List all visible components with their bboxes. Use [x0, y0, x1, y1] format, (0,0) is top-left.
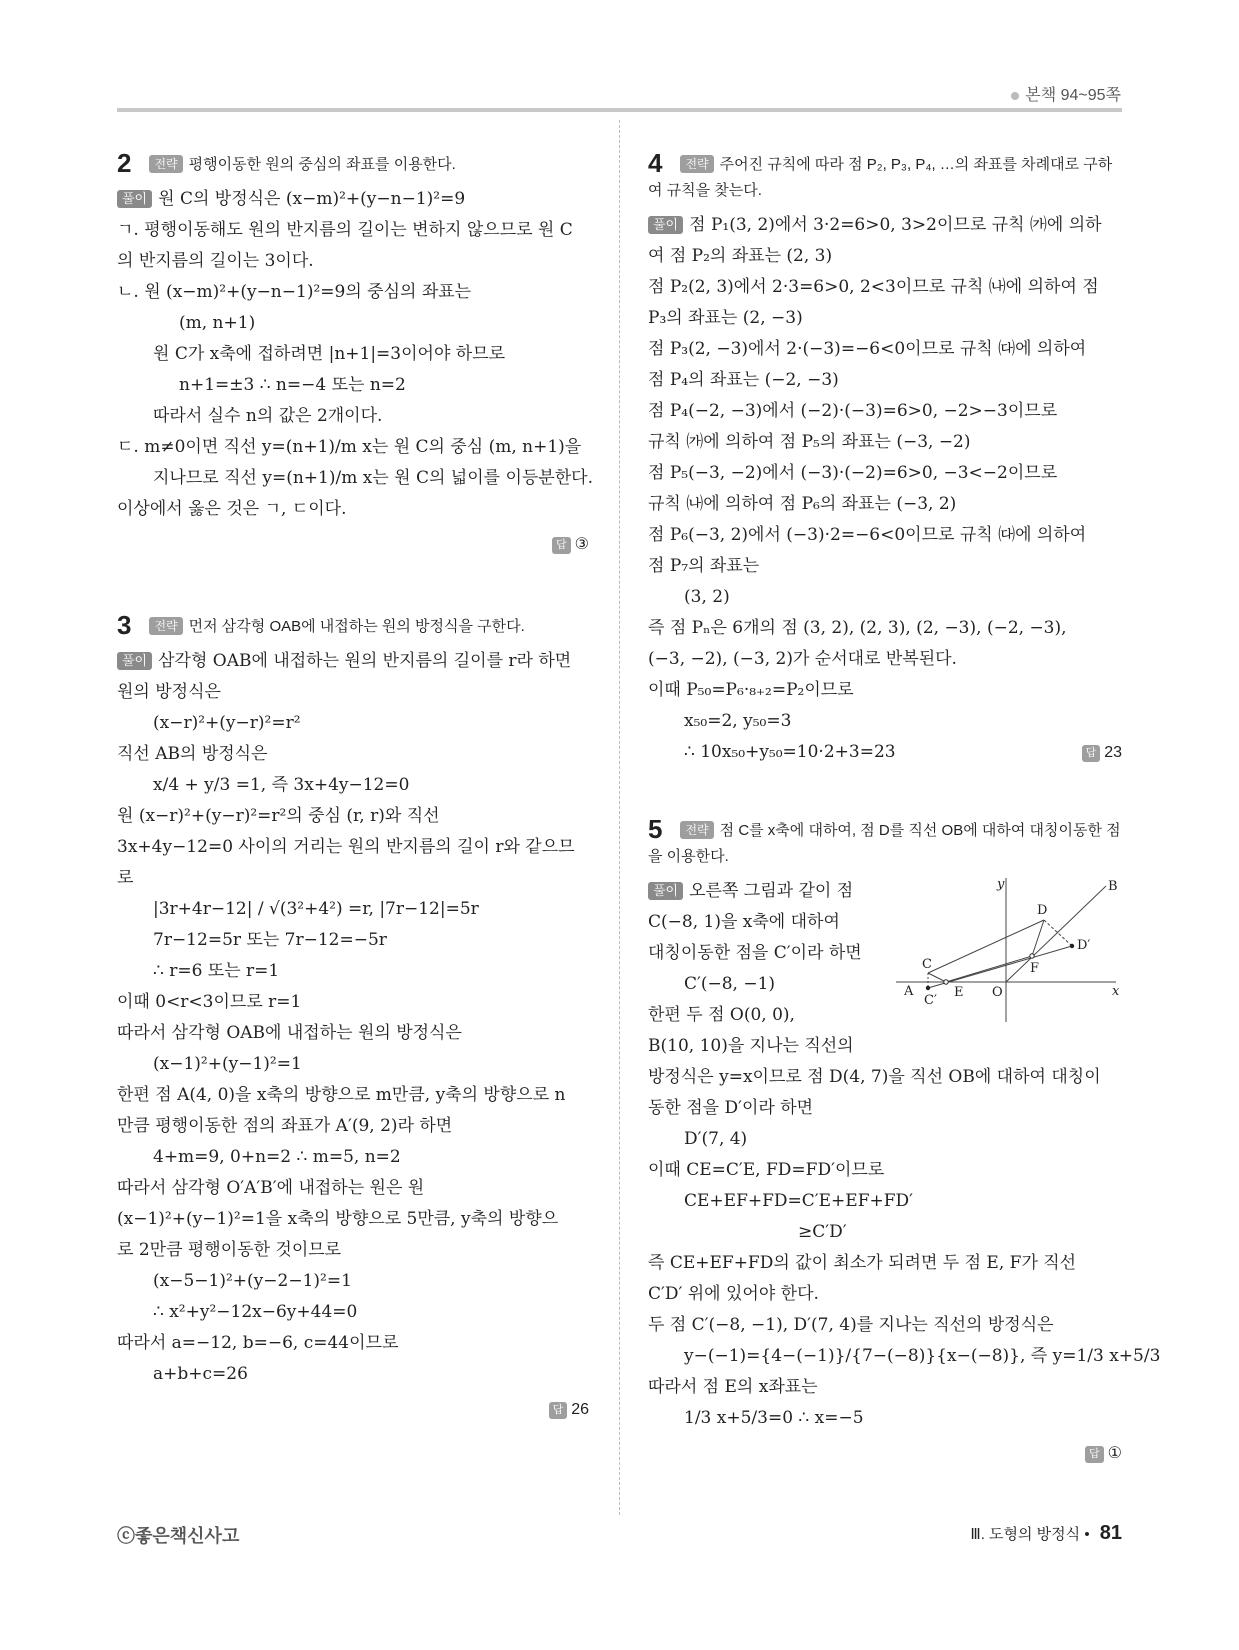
bullet-icon: [1011, 92, 1019, 100]
label-C': C′: [924, 993, 937, 1008]
segment-CD: [928, 920, 1044, 973]
solution-line: B(10, 10)을 지나는 직선의: [648, 1036, 854, 1056]
solution-line: 따라서 삼각형 OAB에 내접하는 원의 방정식은: [117, 1023, 462, 1043]
solution-line: 즉 CE+EF+FD의 값이 최소가 되려면 두 점 E, F가 직선: [648, 1253, 1077, 1273]
solution-line: 풀이 원 C의 방정식은 (x−m)²+(y−n−1)²=9: [117, 184, 589, 215]
solution-line: C′D′ 위에 있어야 한다.: [648, 1284, 819, 1304]
solution-line: 여 점 P₂의 좌표는 (2, 3): [648, 246, 833, 266]
solution-line: 7r−12=5r 또는 7r−12=−5r: [153, 930, 387, 950]
solution-line: 이상에서 옳은 것은 ㄱ, ㄷ이다.: [117, 499, 347, 519]
answer: [117, 1394, 589, 1425]
problem-2: [117, 148, 593, 560]
solution-line: a+b+c=26: [153, 1364, 248, 1384]
solution-line: ㄴ. 원 (x−m)²+(y−n−1)²=9의 중심의 좌표는: [117, 282, 472, 302]
solution-line: ≥C′D′: [798, 1222, 847, 1242]
answer-tag: 답: [1085, 1446, 1104, 1463]
problem-number: 5: [648, 814, 663, 844]
strategy-text: 점 C를 x축에 대하여, 점 D를 직선 OB에 대하여 대칭이동한 점을 이용한다.: [648, 822, 1121, 865]
solution-line: 따라서 실수 n의 값은 2개이다.: [153, 406, 383, 426]
label-A: A: [904, 984, 914, 999]
problem-3: [117, 612, 589, 1425]
solution-line: n+1=±3 ∴ n=−4 또는 n=2: [179, 375, 406, 395]
solution-line: 대칭이동한 점을 C′이라 하면: [648, 943, 862, 963]
solution-line: ∴ x²+y²−12x−6y+44=0: [153, 1302, 358, 1322]
strategy-tag: 전략: [149, 155, 182, 173]
solution-line: 이때 CE=C′E, FD=FD′이므로: [648, 1160, 885, 1180]
answer-value: ③: [574, 536, 589, 553]
line-OB: [1006, 886, 1106, 982]
solution-line: 직선 AB의 방정식은: [117, 744, 268, 764]
segment-CE: [928, 973, 946, 982]
problem-number: 2: [117, 148, 132, 178]
solution-line: 원의 방정식은: [117, 682, 221, 702]
solution-tag: 풀이: [648, 216, 683, 234]
label-x: x: [1112, 984, 1120, 999]
problem-4: [648, 150, 1122, 768]
solution-line: 규칙 ㈏에 의하여 점 P₆의 좌표는 (−3, 2): [648, 494, 957, 514]
solution-line: 점 P₂(2, 3)에서 2·3=6>0, 2<3이므로 규칙 ㈏에 의하여 점: [648, 277, 1099, 297]
label-B: B: [1108, 879, 1118, 894]
solution-line: ∴ r=6 또는 r=1: [153, 961, 280, 981]
strategy-text: 평행이동한 원의 중심의 좌표를 이용한다.: [188, 156, 456, 173]
solution-line: 로 2만큼 평행이동한 것이므로: [117, 1240, 342, 1260]
label-E: E: [954, 985, 964, 1000]
solution-line: (−3, −2), (−3, 2)가 순서대로 반복된다.: [648, 649, 957, 669]
solution-line: |3r+4r−12| / √(3²+4²) =r, |7r−12|=5r: [153, 899, 479, 919]
problem-5: [648, 814, 1161, 1469]
solution-line: ∴ 10x₅₀+y₅₀=10·2+3=23 답 23: [648, 737, 1122, 768]
point-E: [944, 980, 948, 984]
answer: [648, 1438, 1122, 1469]
solution-line: 풀이 삼각형 OAB에 내접하는 원의 반지름의 길이를 r라 하면: [117, 646, 589, 677]
solution-line: 3x+4y−12=0 사이의 거리는 원의 반지름의 길이 r와 같으므: [117, 837, 575, 857]
solution-line: 1/3 x+5/3=0 ∴ x=−5: [684, 1408, 864, 1428]
solution-line: 풀이 점 P₁(3, 2)에서 3·2=6>0, 3>2이므로 규칙 ㈎에 의하: [648, 210, 1122, 241]
solution-line: (m, n+1): [179, 313, 256, 333]
answer-value: ①: [1107, 1445, 1122, 1462]
solution-line: (x−r)²+(y−r)²=r²: [153, 713, 301, 733]
answer-tag: 답: [552, 537, 571, 554]
solution-line: 원 C가 x축에 접하려면 |n+1|=3이어야 하므로: [153, 344, 506, 364]
solution-line: 두 점 C′(−8, −1), D′(7, 4)를 지나는 직선의 방정식은: [648, 1315, 1054, 1335]
column-divider: [619, 120, 620, 1515]
solution-line: (x−1)²+(y−1)²=1을 x축의 방향으로 5만큼, y축의 방향으: [117, 1209, 559, 1229]
section-title: Ⅲ. 도형의 방정식 • 81: [970, 1522, 1122, 1544]
solution-line: CE+EF+FD=C′E+EF+FD′: [684, 1191, 914, 1211]
solution-line: 4+m=9, 0+n=2 ∴ m=5, n=2: [153, 1147, 401, 1167]
page-reference: 본책 94~95쪽: [1011, 82, 1121, 105]
problem-number: 4: [648, 148, 663, 178]
solution-line: 점 P₃(2, −3)에서 2·(−3)=−6<0이므로 규칙 ㈐에 의하여: [648, 339, 1087, 359]
label-O: O: [992, 985, 1003, 1000]
strategy-text: 주어진 규칙에 따라 점 P₂, P₃, P₄, …의 좌표를 차례대로 구하여 규칙을 찾는다.: [648, 156, 1113, 199]
left-column: [117, 148, 593, 1477]
label-y: y: [997, 877, 1005, 892]
solution-line: 이때 P₅₀=P₆·₈₊₂=P₂이므로: [648, 680, 854, 700]
solution-line: x/4 + y/3 =1, 즉 3x+4y−12=0: [153, 775, 410, 795]
answer: [117, 529, 589, 560]
problem-header: [648, 816, 1122, 870]
solution-line: 이때 0<r<3이므로 r=1: [117, 992, 302, 1012]
solution-line: (3, 2): [684, 587, 730, 607]
strategy-tag: 전략: [680, 821, 713, 839]
solution-line: y−(−1)={4−(−1)}/{7−(−8)}{x−(−8)}, 즉 y=1/3 x+5/3: [684, 1346, 1161, 1366]
solution-line: 점 P₅(−3, −2)에서 (−3)·(−2)=6>0, −3<−2이므로: [648, 463, 1058, 483]
solution-line: 점 P₆(−3, 2)에서 (−3)·2=−6<0이므로 규칙 ㈐에 의하여: [648, 525, 1087, 545]
label-F: F: [1030, 961, 1040, 976]
solution-line: 한편 두 점 O(0, 0),: [648, 1005, 795, 1025]
answer-value: 26: [571, 1401, 589, 1418]
solution-line: 풀이 오른쪽 그림과 같이 점: [648, 876, 1122, 907]
solution-line: 따라서 삼각형 O′A′B′에 내접하는 원은 원: [117, 1178, 425, 1198]
solution-line: 의 반지름의 길이는 3이다.: [117, 251, 314, 271]
solution-line: 원 (x−r)²+(y−r)²=r²의 중심 (r, r)와 직선: [117, 806, 440, 826]
point-D': [1070, 944, 1074, 948]
header-rule: [117, 108, 1122, 112]
solution-line: 점 P₇의 좌표는: [648, 556, 760, 576]
label-D: D: [1037, 903, 1048, 918]
page-header: [0, 78, 1239, 112]
right-column: [648, 148, 1161, 1521]
solution-line: 점 P₄(−2, −3)에서 (−2)·(−3)=6>0, −2>−3이므로: [648, 401, 1058, 421]
problem-number: 3: [117, 610, 132, 640]
answer-tag: 답: [549, 1402, 568, 1419]
solution-line: x₅₀=2, y₅₀=3: [684, 711, 792, 731]
solution-line: 방정식은 y=x이므로 점 D(4, 7)을 직선 OB에 대하여 대칭이: [648, 1067, 1101, 1087]
solution-line: C(−8, 1)을 x축에 대하여: [648, 912, 840, 932]
solution-line: 만큼 평행이동한 점의 좌표가 A′(9, 2)라 하면: [117, 1116, 453, 1136]
point-C': [926, 986, 930, 990]
solution-line: ㄷ. m≠0이면 직선 y=(n+1)/m x는 원 C의 중심 (m, n+1)을: [117, 437, 582, 457]
solution-line: 점 P₄의 좌표는 (−2, −3): [648, 370, 839, 390]
solution-line: 로: [117, 868, 134, 888]
strategy-tag: 전략: [680, 155, 713, 173]
solution-line: 규칙 ㈎에 의하여 점 P₅의 좌표는 (−3, −2): [648, 432, 971, 452]
answer-value: 23: [1104, 744, 1122, 761]
solution-line: 즉 점 Pₙ은 6개의 점 (3, 2), (2, 3), (2, −3), (−2, −3),: [648, 618, 1067, 638]
solution-line: ㄱ. 평행이동해도 원의 반지름의 길이는 변하지 않으므로 원 C: [117, 220, 573, 240]
solution-line: 따라서 a=−12, b=−6, c=44이므로: [117, 1333, 399, 1353]
solution-tag: 풀이: [648, 882, 683, 900]
solution-line: (x−1)²+(y−1)²=1: [153, 1054, 302, 1074]
answer: [1082, 737, 1122, 768]
answer-tag: 답: [1082, 745, 1101, 762]
problem-header: [117, 612, 589, 640]
strategy-text: 먼저 삼각형 OAB에 내접하는 원의 방정식을 구한다.: [188, 618, 525, 635]
solution-tag: 풀이: [117, 652, 152, 670]
problem-header: [648, 150, 1122, 204]
strategy-tag: 전략: [149, 617, 182, 635]
label-C: C: [922, 957, 932, 972]
problem-header: [117, 150, 589, 178]
publisher-logo: ⓒ좋은책신사고: [117, 1526, 240, 1546]
solution-tag: 풀이: [117, 190, 152, 208]
solution-line: P₃의 좌표는 (2, −3): [648, 308, 803, 328]
solution-line: D′(7, 4): [684, 1129, 748, 1149]
solution-line: 한편 점 A(4, 0)을 x축의 방향으로 m만큼, y축의 방향으로 n: [117, 1085, 566, 1105]
page-footer: [117, 1522, 1122, 1552]
solution-line: (x−5−1)²+(y−2−1)²=1: [153, 1271, 352, 1291]
coordinate-figure: [894, 876, 1126, 1026]
solution-line: 지나므로 직선 y=(n+1)/m x는 원 C의 넓이를 이등분한다.: [153, 468, 593, 488]
label-D': D′: [1077, 938, 1091, 953]
solution-line: 따라서 점 E의 x좌표는: [648, 1377, 818, 1397]
solution-line: C′(−8, −1): [684, 974, 776, 994]
page-number: 81: [1099, 1522, 1122, 1544]
point-F: [1030, 954, 1034, 958]
solution-line: 동한 점을 D′이라 하면: [648, 1098, 814, 1118]
